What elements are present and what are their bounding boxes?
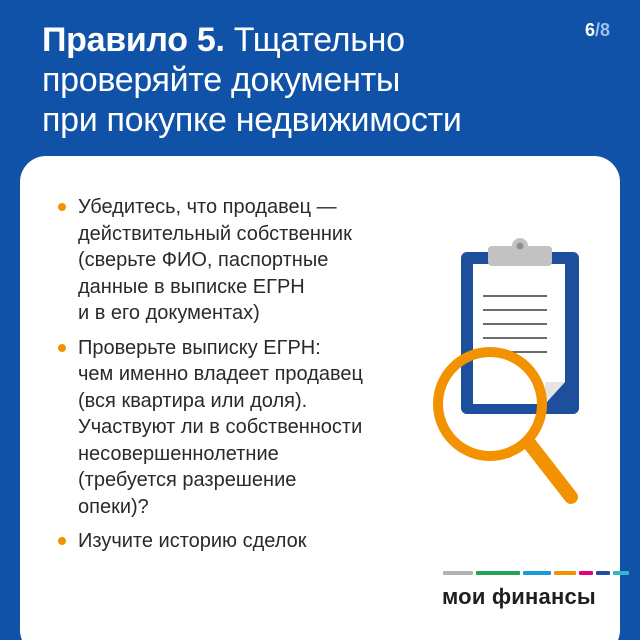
bullet-line: Изучите историю сделок <box>78 530 307 552</box>
logo-text: мои финансы <box>442 584 596 609</box>
bullet-item <box>58 194 418 327</box>
bullet-line: Участвуют ли в собственности <box>78 416 363 438</box>
title-line-1 <box>42 20 562 60</box>
bullet-list <box>58 194 418 563</box>
bullet-line: (вся квартира или доля). <box>78 389 308 412</box>
bullet-dot <box>58 344 66 352</box>
bullet-line: (требуется разрешение <box>78 469 297 491</box>
bullet-line: и в его документах) <box>78 302 260 324</box>
slide-title <box>42 20 562 140</box>
bullet-item <box>58 528 418 555</box>
title-line-2: проверяйте документы <box>42 61 400 99</box>
page-total: /8 <box>594 20 610 40</box>
logo-bar-segment <box>613 571 629 575</box>
clipboard-magnifier-icon <box>425 232 600 522</box>
bullet-line: опеки)? <box>78 495 149 518</box>
logo-bar-segment <box>523 571 551 575</box>
bullet-line: данные в выписке ЕГРН <box>78 275 305 298</box>
logo-bar-segment <box>579 571 593 575</box>
bullet-line: Убедитесь, что продавец — <box>78 196 337 218</box>
bullet-line: (сверьте ФИО, паспортные <box>78 249 329 271</box>
title-line-3: при покупке недвижимости <box>42 101 462 139</box>
title-line-1-rest: Тщательно <box>224 21 405 59</box>
bullet-item <box>58 335 418 521</box>
logo-bar-segment <box>554 571 576 575</box>
bullet-line: действительный собственник <box>78 222 352 245</box>
logo-bar-segment <box>443 571 473 575</box>
bullet-line: Проверьте выписку ЕГРН: <box>78 336 321 359</box>
bullet-line: чем именно владеет продавец <box>78 363 363 385</box>
bullet-line: несовершеннолетние <box>78 442 279 465</box>
page-indicator <box>585 20 610 41</box>
page-current: 6 <box>584 20 595 40</box>
logo-color-bar <box>443 571 629 575</box>
rule-number: Правило 5. <box>42 21 225 59</box>
logo-bar-segment <box>596 571 610 575</box>
bullet-dot <box>58 203 66 211</box>
logo-bar-segment <box>476 571 520 575</box>
bullet-dot <box>58 537 66 545</box>
